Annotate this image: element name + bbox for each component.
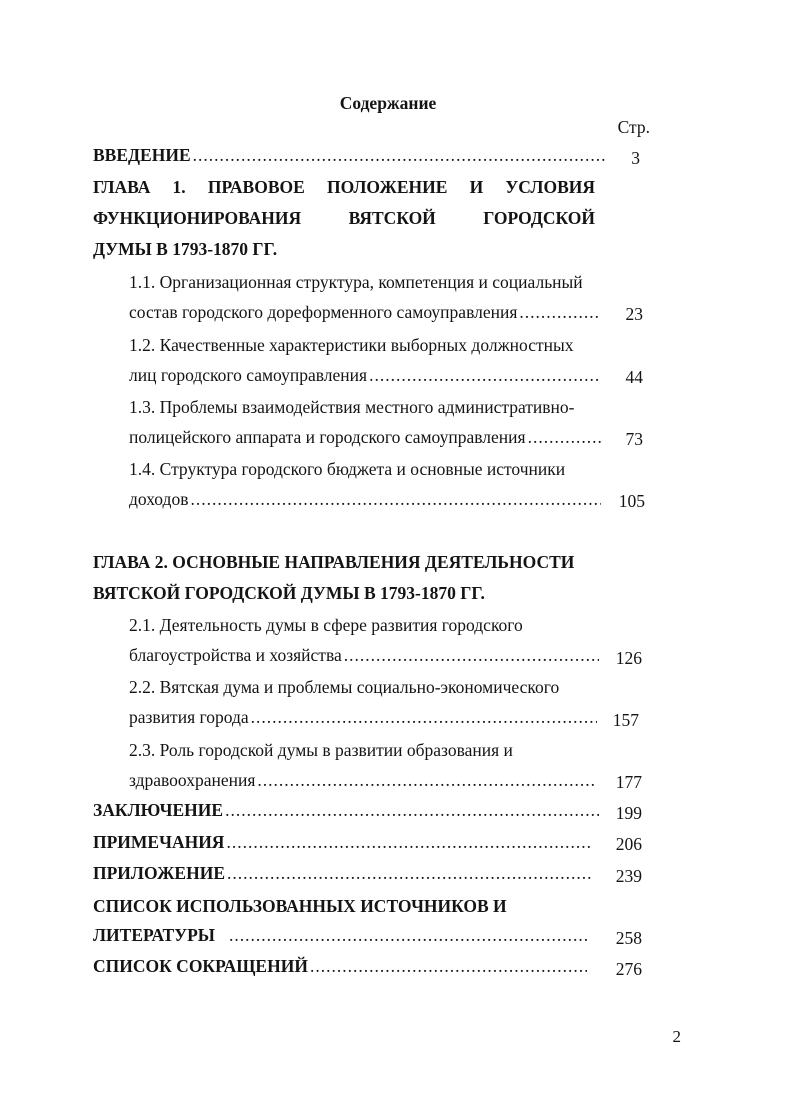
toc-page-number: 105 [618,491,645,511]
toc-entry-notes[interactable] [93,832,591,858]
toc-label: ЗАКЛЮЧЕНИЕ [93,800,224,820]
toc-section-line[interactable]: 2.1. Деятельность думы в сфере развития городского [129,615,523,635]
toc-section-line[interactable]: 1.3. Проблемы взаимодействия местного административно- [129,397,575,417]
chapter-2-heading-line[interactable]: ВЯТСКОЙ ГОРОДСКОЙ ДУМЫ В 1793-1870 ГГ. [93,583,485,603]
toc-label: доходов [129,489,189,509]
toc-section-line[interactable]: 2.2. Вятская дума и проблемы социально-экономического [129,677,560,697]
toc-label: ПРИМЕЧАНИЯ [93,832,225,852]
toc-label: СПИСОК СОКРАЩЕНИЙ [93,956,308,976]
toc-entry-appendix[interactable] [93,863,591,889]
toc-entry-conclusion[interactable] [93,800,599,826]
chapter-2-heading-line[interactable]: ГЛАВА 2. ОСНОВНЫЕ НАПРАВЛЕНИЯ ДЕЯТЕЛЬНОСТИ [93,552,575,572]
page-column-label: Стр. [617,117,650,137]
toc-entry-intro[interactable] [93,145,605,171]
toc-page-number: 177 [615,772,642,792]
toc-entry-section[interactable] [129,365,601,391]
toc-section-line[interactable]: 1.1. Организационная структура, компетенция и социальный [129,272,583,292]
toc-page-number: 157 [612,710,639,730]
toc-page-number: 206 [615,834,642,854]
dot-leader [251,707,597,728]
toc-label: развития города [129,707,249,727]
dot-leader [225,800,599,821]
dot-leader [226,832,591,853]
toc-label: состав городского дореформенного самоуправления [129,302,518,322]
toc-label: ПРИЛОЖЕНИЕ [93,863,226,883]
toc-section-line[interactable]: 1.2. Качественные характеристики выборных должностных [129,335,574,355]
toc-page-number: 126 [615,648,642,668]
toc-page-number: 239 [615,866,642,886]
dot-leader [229,925,589,946]
toc-entry-abbreviations[interactable] [93,956,587,982]
dot-leader [344,645,599,666]
toc-label: ЛИТЕРАТУРЫ [93,925,215,945]
dot-leader [190,489,601,510]
toc-page-number: 3 [631,148,640,168]
toc-entry-section[interactable] [129,707,597,733]
dot-leader [257,770,597,791]
toc-entry-section[interactable] [129,302,601,328]
toc-entry-sources-line[interactable]: СПИСОК ИСПОЛЬЗОВАННЫХ ИСТОЧНИКОВ И [93,896,507,916]
toc-page-number: 73 [625,429,643,449]
toc-label: благоустройства и хозяйства [129,645,342,665]
chapter-1-heading-line[interactable]: ДУМЫ В 1793-1870 ГГ. [93,239,278,259]
toc-entry-sources[interactable] [93,925,589,951]
toc-entry-section[interactable] [129,770,597,796]
dot-leader [193,145,605,166]
toc-page-number: 258 [615,928,642,948]
toc-label: здравоохранения [129,770,256,790]
toc-page-number: 276 [615,959,642,979]
chapter-1-heading-line[interactable]: ФУНКЦИОНИРОВАНИЯ ВЯТСКОЙ ГОРОДСКОЙ [93,208,595,228]
toc-section-line[interactable]: 2.3. Роль городской думы в развитии образования и [129,740,513,760]
toc-section-line[interactable]: 1.4. Структура городского бюджета и основные источники [129,459,566,479]
toc-entry-section[interactable] [129,645,599,671]
toc-page-number: 199 [615,803,642,823]
dot-leader [310,956,587,977]
toc-entry-section[interactable] [129,427,601,453]
page-title: Содержание [339,93,437,113]
toc-page-number: 44 [625,367,643,387]
toc-entry-section[interactable] [129,489,601,515]
chapter-1-heading-line[interactable]: ГЛАВА 1. ПРАВОВОЕ ПОЛОЖЕНИЕ И УСЛОВИЯ [93,177,595,197]
dot-leader [227,863,591,884]
toc-label: полицейского аппарата и городского самоуправления [129,427,526,447]
dot-leader [369,365,601,386]
footer-page-number: 2 [672,1027,681,1046]
toc-label: ВВЕДЕНИЕ [93,145,191,165]
toc-label: лиц городского самоуправления [129,365,368,385]
toc-page-number: 23 [625,304,643,324]
